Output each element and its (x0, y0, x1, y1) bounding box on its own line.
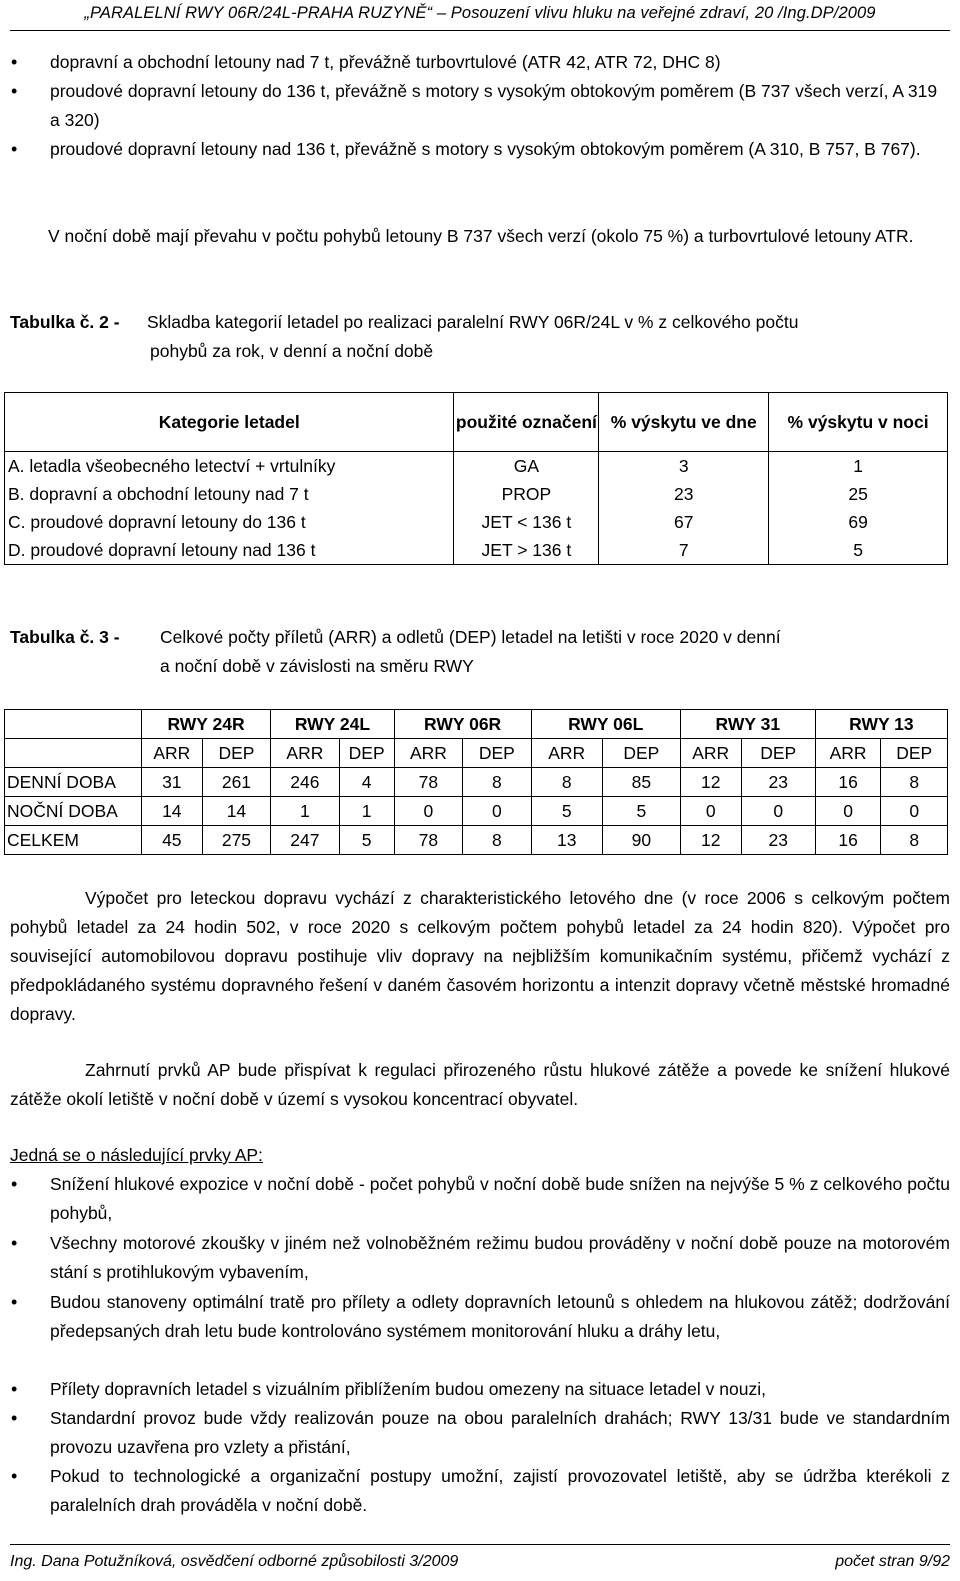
bullet-icon: • (11, 52, 18, 72)
aircraft-category-table (4, 392, 948, 565)
table-row: CELKEM 45 275 247 5 78 8 13 90 12 23 16 8 (5, 826, 948, 855)
list-item: • Přílety dopravních letadel s vizuálním přiblížením budou omezeny na situace letadel v nouzi, (10, 1375, 950, 1404)
table-header: RWY 06R (394, 710, 531, 739)
ap-heading: Jedná se o následující prvky AP: (10, 1145, 263, 1165)
list-item: • Budou stanoveny optimální tratě pro přílety a odlety dopravních letounů s ohledem na hlukovou zátěž; dodržování předepsaných drah letu bude kontrolováno systémem monitorování hluku a dráhy letu, (10, 1288, 950, 1346)
bullet-icon: • (11, 1292, 18, 1312)
table-header: Kategorie letadel (5, 393, 454, 452)
table-row: ARR DEP ARR DEP ARR DEP ARR DEP ARR DEP ARR DEP (5, 739, 948, 768)
table-header: % výskytu v noci (769, 393, 948, 452)
table-header: RWY 24R (141, 710, 270, 739)
runway-movements-table (4, 709, 948, 855)
table2-caption: pohybů za rok, v denní a noční době (150, 341, 434, 361)
bullet-icon: • (11, 1466, 18, 1486)
bullet-icon: • (11, 1379, 18, 1399)
table3-caption: Celkové počty příletů (ARR) a odletů (DEP) letadel na letišti v roce 2020 v denní (160, 627, 781, 647)
bullet-icon: • (11, 1174, 18, 1194)
night-paragraph: V noční době mají převahu v počtu pohybů letouny B 737 všech verzí (okolo 75 %) a turbovrtulové letouny ATR. (48, 226, 914, 246)
list-item: • Pokud to technologické a organizační postupy umožní, zajistí provozovatel letiště, aby se údržba kterékoli z paralelních drah prováděla v noční době. (10, 1462, 950, 1520)
table-header: RWY 06L (531, 710, 680, 739)
table3-label: Tabulka č. 3 - (10, 627, 120, 647)
list-item: • Snížení hlukové expozice v noční době - počet pohybů v noční době bude snížen na nejvýše 5 % z celkového počtu pohybů, (10, 1170, 950, 1228)
table3-caption: a noční době v závislosti na směru RWY (160, 656, 474, 676)
table-row: NOČNÍ DOBA 14 14 1 1 0 0 5 5 0 0 0 0 (5, 797, 948, 826)
table-header: RWY 31 (680, 710, 815, 739)
bullet-icon: • (11, 139, 18, 159)
page-number: počet stran 9/92 (835, 1553, 950, 1570)
list-item: • proudové dopravní letouny nad 136 t, převážně s motory s vysokým obtokovým poměrem (A 310, B 757, B 767). (10, 135, 950, 164)
ap-paragraph: Zahrnutí prvků AP bude přispívat k regulaci přirozeného růstu hlukové zátěže a povede ke snížení hlukové zátěže okolí letiště v noční době v území s vysokou koncentrací obyvatel. (10, 1060, 950, 1109)
calculation-paragraph: Výpočet pro leteckou dopravu vychází z charakteristického letového dne (v roce 2006 s celkovým počtem pohybů letadel za 24 hodin 502, v roce 2020 s celkovým počtem pohybů letadel za 24 hodin 820). Výpočet pro související automobilovou dopravu postihuje vliv dopravy na nejbližším komunikačním systému, přičemž vychází z předpokládaného systému dopravného řešení v daném časovém horizontu a intenzit dopravy včetně městské hromadné dopravy. (10, 888, 950, 1024)
bullet-icon: • (11, 1233, 18, 1253)
table-header: % výskytu ve dne (599, 393, 769, 452)
table-row: A. letadla všeobecného letectví + vrtulníky GA 3 1 (5, 452, 948, 481)
footer-divider (10, 1544, 950, 1545)
table-header: RWY 24L (271, 710, 395, 739)
table-row (5, 710, 948, 739)
list-item: • proudové dopravní letouny do 136 t, převážně s motory s vysokým obtokovým poměrem (B 737 všech verzí, A 319 a 320) (10, 77, 950, 135)
table-header: RWY 13 (815, 710, 947, 739)
list-item: • Standardní provoz bude vždy realizován pouze na obou paralelních drahách; RWY 13/31 bude ve standardním provozu uzavřena pro vzlety a přistání, (10, 1404, 950, 1462)
list-item: • Všechny motorové zkoušky v jiném než volnoběžném režimu budou prováděny v noční době pouze na motorovém stání s protihlukovým vybavením, (10, 1229, 950, 1287)
table2-caption: Skladba kategorií letadel po realizaci paralelní RWY 06R/24L v % z celkového počtu (147, 312, 799, 332)
list-item: • dopravní a obchodní letouny nad 7 t, převážně turbovrtulové (ATR 42, ATR 72, DHC 8) (10, 48, 950, 77)
table-row: B. dopravní a obchodní letouny nad 7 t PROP 23 25 (5, 480, 948, 508)
table-row: C. proudové dopravní letouny do 136 t JET < 136 t 67 69 (5, 508, 948, 536)
table2-label: Tabulka č. 2 - (10, 312, 120, 332)
table-row: D. proudové dopravní letouny nad 136 t JET > 136 t 7 5 (5, 536, 948, 565)
table-header: použité označení (454, 393, 599, 452)
footer-author: Ing. Dana Potužníková, osvědčení odborné způsobilosti 3/2009 (10, 1553, 459, 1570)
bullet-icon: • (11, 1408, 18, 1428)
header-divider (10, 30, 950, 31)
table-row: DENNÍ DOBA 31 261 246 4 78 8 8 85 12 23 16 8 (5, 768, 948, 797)
bullet-icon: • (11, 81, 18, 101)
page-header: „PARALELNÍ RWY 06R/24L-PRAHA RUZYNĚ“ – Posouzení vlivu hluku na veřejné zdraví, 20 /Ing.DP/2009 (84, 4, 876, 22)
